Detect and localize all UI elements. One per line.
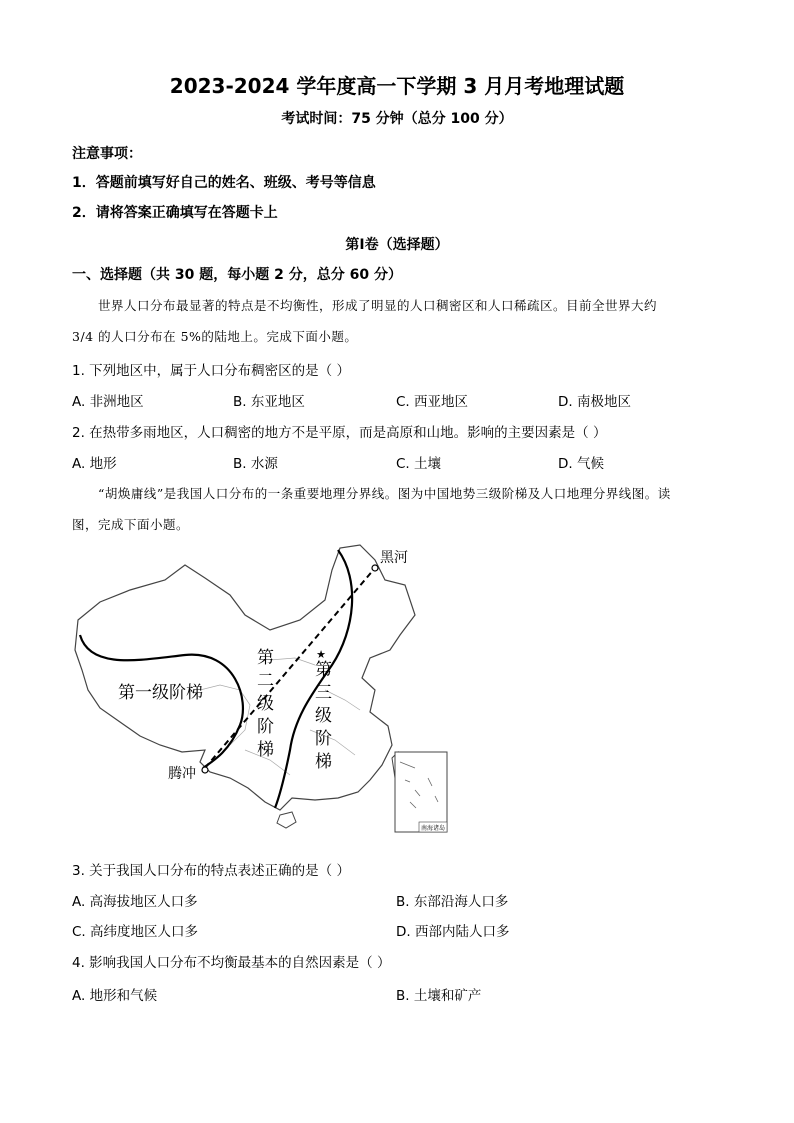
label-step2-char-2: 二 <box>257 671 274 691</box>
question-3-option-a[interactable]: A. 高海拔地区人口多 <box>72 894 198 910</box>
heihe-point <box>372 565 378 571</box>
question-1-stem: 1. 下列地区中，属于人口分布稠密区的是（ ） <box>72 363 350 379</box>
volume-heading: 第Ⅰ卷（选择题） <box>345 237 449 253</box>
passage2-line2: 图，完成下面小题。 <box>72 517 190 532</box>
exam-time-info: 考试时间：75 分钟（总分 100 分） <box>281 111 513 127</box>
label-step3-char-5: 梯 <box>315 752 332 772</box>
south-china-sea-inset <box>395 752 447 832</box>
question-4-option-b[interactable]: B. 土壤和矿产 <box>396 988 482 1004</box>
question-1-option-b[interactable]: B. 东亚地区 <box>233 394 305 410</box>
label-heihe: 黑河 <box>380 550 408 566</box>
question-2-option-a[interactable]: A. 地形 <box>72 456 117 472</box>
label-step2-char-5: 梯 <box>257 740 274 760</box>
label-inset: 南海诸岛 <box>420 825 446 832</box>
note-item-1: 1．答题前填写好自己的姓名、班级、考号等信息 <box>72 175 376 191</box>
question-2-option-d[interactable]: D. 气候 <box>558 456 604 472</box>
label-step3-char-1: 第 <box>315 660 332 680</box>
question-4-option-a[interactable]: A. 地形和气候 <box>72 988 158 1004</box>
section-heading: 一、选择题（共 30 题，每小题 2 分，总分 60 分） <box>72 267 402 283</box>
label-step2-char-1: 第 <box>257 648 274 668</box>
tengchong-point <box>202 767 208 773</box>
hu-huanyong-line <box>205 568 375 768</box>
hainan-island <box>277 812 296 828</box>
label-step2-char-4: 阶 <box>257 717 274 737</box>
beijing-star-icon: ★ <box>316 648 326 661</box>
question-3-option-c[interactable]: C. 高纬度地区人口多 <box>72 924 199 940</box>
china-outline <box>75 545 415 810</box>
question-1-option-a[interactable]: A. 非洲地区 <box>72 394 144 410</box>
question-1-option-d[interactable]: D. 南极地区 <box>558 394 631 410</box>
passage1-line1: 世界人口分布最显著的特点是不均衡性，形成了明显的人口稠密区和人口稀疏区。目前全世界大约 <box>98 298 658 313</box>
label-step3-char-2: 三 <box>315 683 332 703</box>
question-3-option-d[interactable]: D. 西部内陆人口多 <box>396 924 510 940</box>
passage2-line1: “胡焕庸线”是我国人口分布的一条重要地理分界线。图为中国地势三级阶梯及人口地理分界线图。读 <box>98 486 671 501</box>
china-terrain-map <box>70 540 460 835</box>
label-tengchong: 腾冲 <box>168 766 196 782</box>
question-4-stem: 4. 影响我国人口分布不均衡最基本的自然因素是（ ） <box>72 955 391 971</box>
question-3-stem: 3. 关于我国人口分布的特点表述正确的是（ ） <box>72 863 350 879</box>
question-2-option-b[interactable]: B. 水源 <box>233 456 278 472</box>
question-1-option-c[interactable]: C. 西亚地区 <box>396 394 469 410</box>
label-step1: 第一级阶梯 <box>118 683 203 703</box>
passage1-line2: 3/4 的人口分布在 5%的陆地上。完成下面小题。 <box>72 329 358 344</box>
notes-heading: 注意事项： <box>72 146 142 162</box>
question-2-stem: 2. 在热带多雨地区，人口稠密的地方不是平原，而是高原和山地。影响的主要因素是（ ） <box>72 425 607 441</box>
label-step3-char-4: 阶 <box>315 729 332 749</box>
question-3-option-b[interactable]: B. 东部沿海人口多 <box>396 894 509 910</box>
label-step3-char-3: 级 <box>315 706 332 726</box>
question-2-option-c[interactable]: C. 土壤 <box>396 456 442 472</box>
label-step2-char-3: 级 <box>257 694 274 714</box>
step2-boundary-line <box>275 550 352 808</box>
exam-title: 2023-2024 学年度高一下学期 3 月月考地理试题 <box>169 74 625 98</box>
note-item-2: 2．请将答案正确填写在答题卡上 <box>72 205 278 221</box>
